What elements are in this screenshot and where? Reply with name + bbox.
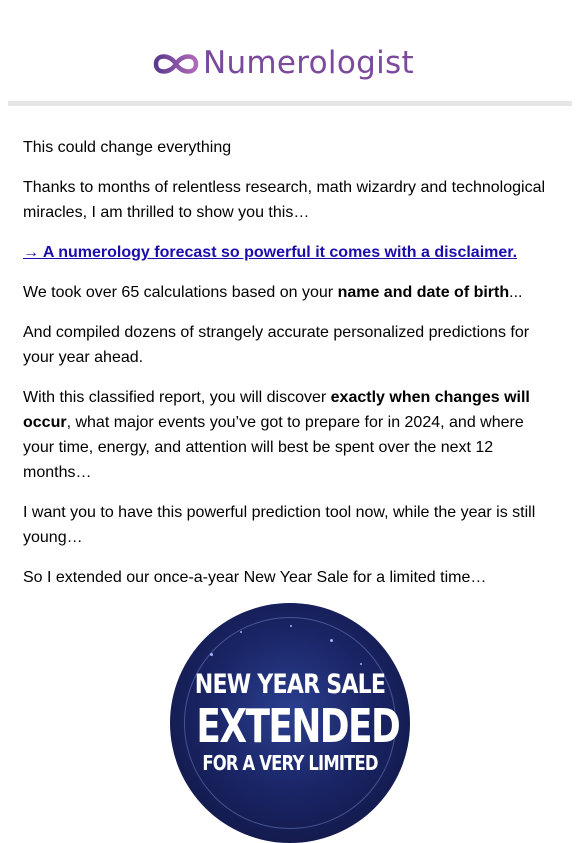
sale-badge[interactable] bbox=[170, 603, 410, 843]
logo-wordmark: Numerologist bbox=[203, 45, 414, 81]
infinity-icon bbox=[152, 51, 200, 77]
star-dot bbox=[360, 663, 362, 665]
star-dot bbox=[290, 625, 292, 627]
report-bold: exactly when changes will occur bbox=[23, 389, 530, 431]
star-dot bbox=[330, 639, 333, 642]
star-dot bbox=[210, 653, 213, 656]
report-tail: , what major events you’ve got to prepare for in 2024, and where your time, energy, and attention will best be spent over the next 12 months… bbox=[23, 414, 524, 481]
predictions-paragraph: And compiled dozens of strangely accurate personalized predictions for your year ahead. bbox=[23, 324, 530, 366]
report-paragraph bbox=[23, 385, 553, 485]
research-paragraph: Thanks to months of relentless research, math wizardry and technological miracles, I am thrilled to show you this… bbox=[23, 179, 546, 221]
badge-headline: NEW YEAR SALE bbox=[194, 669, 386, 700]
tool-paragraph: I want you to have this powerful prediction tool now, while the year is still young… bbox=[23, 504, 536, 546]
calc-bold: name and date of birth bbox=[337, 284, 510, 301]
calc-tail: ... bbox=[509, 284, 523, 301]
numerologist-logo[interactable] bbox=[152, 45, 414, 81]
badge-subline: FOR A VERY LIMITED bbox=[202, 751, 378, 775]
star-dot bbox=[240, 631, 242, 633]
header-divider bbox=[8, 101, 572, 106]
intro-paragraph: This could change everything bbox=[23, 139, 232, 156]
forecast-link-paragraph bbox=[23, 240, 553, 265]
email-header bbox=[0, 0, 580, 100]
forecast-link[interactable]: → A numerology forecast so powerful it comes with a disclaimer. bbox=[23, 244, 518, 261]
calculations-paragraph bbox=[23, 280, 553, 305]
email-body bbox=[23, 135, 553, 605]
badge-extended: EXTENDED bbox=[196, 699, 400, 753]
sale-badge-circle bbox=[170, 603, 410, 843]
sale-paragraph: So I extended our once-a-year New Year Sale for a limited time… bbox=[23, 569, 487, 586]
report-text: With this classified report, you will discover bbox=[23, 389, 331, 406]
calc-text: We took over 65 calculations based on your bbox=[23, 284, 338, 301]
